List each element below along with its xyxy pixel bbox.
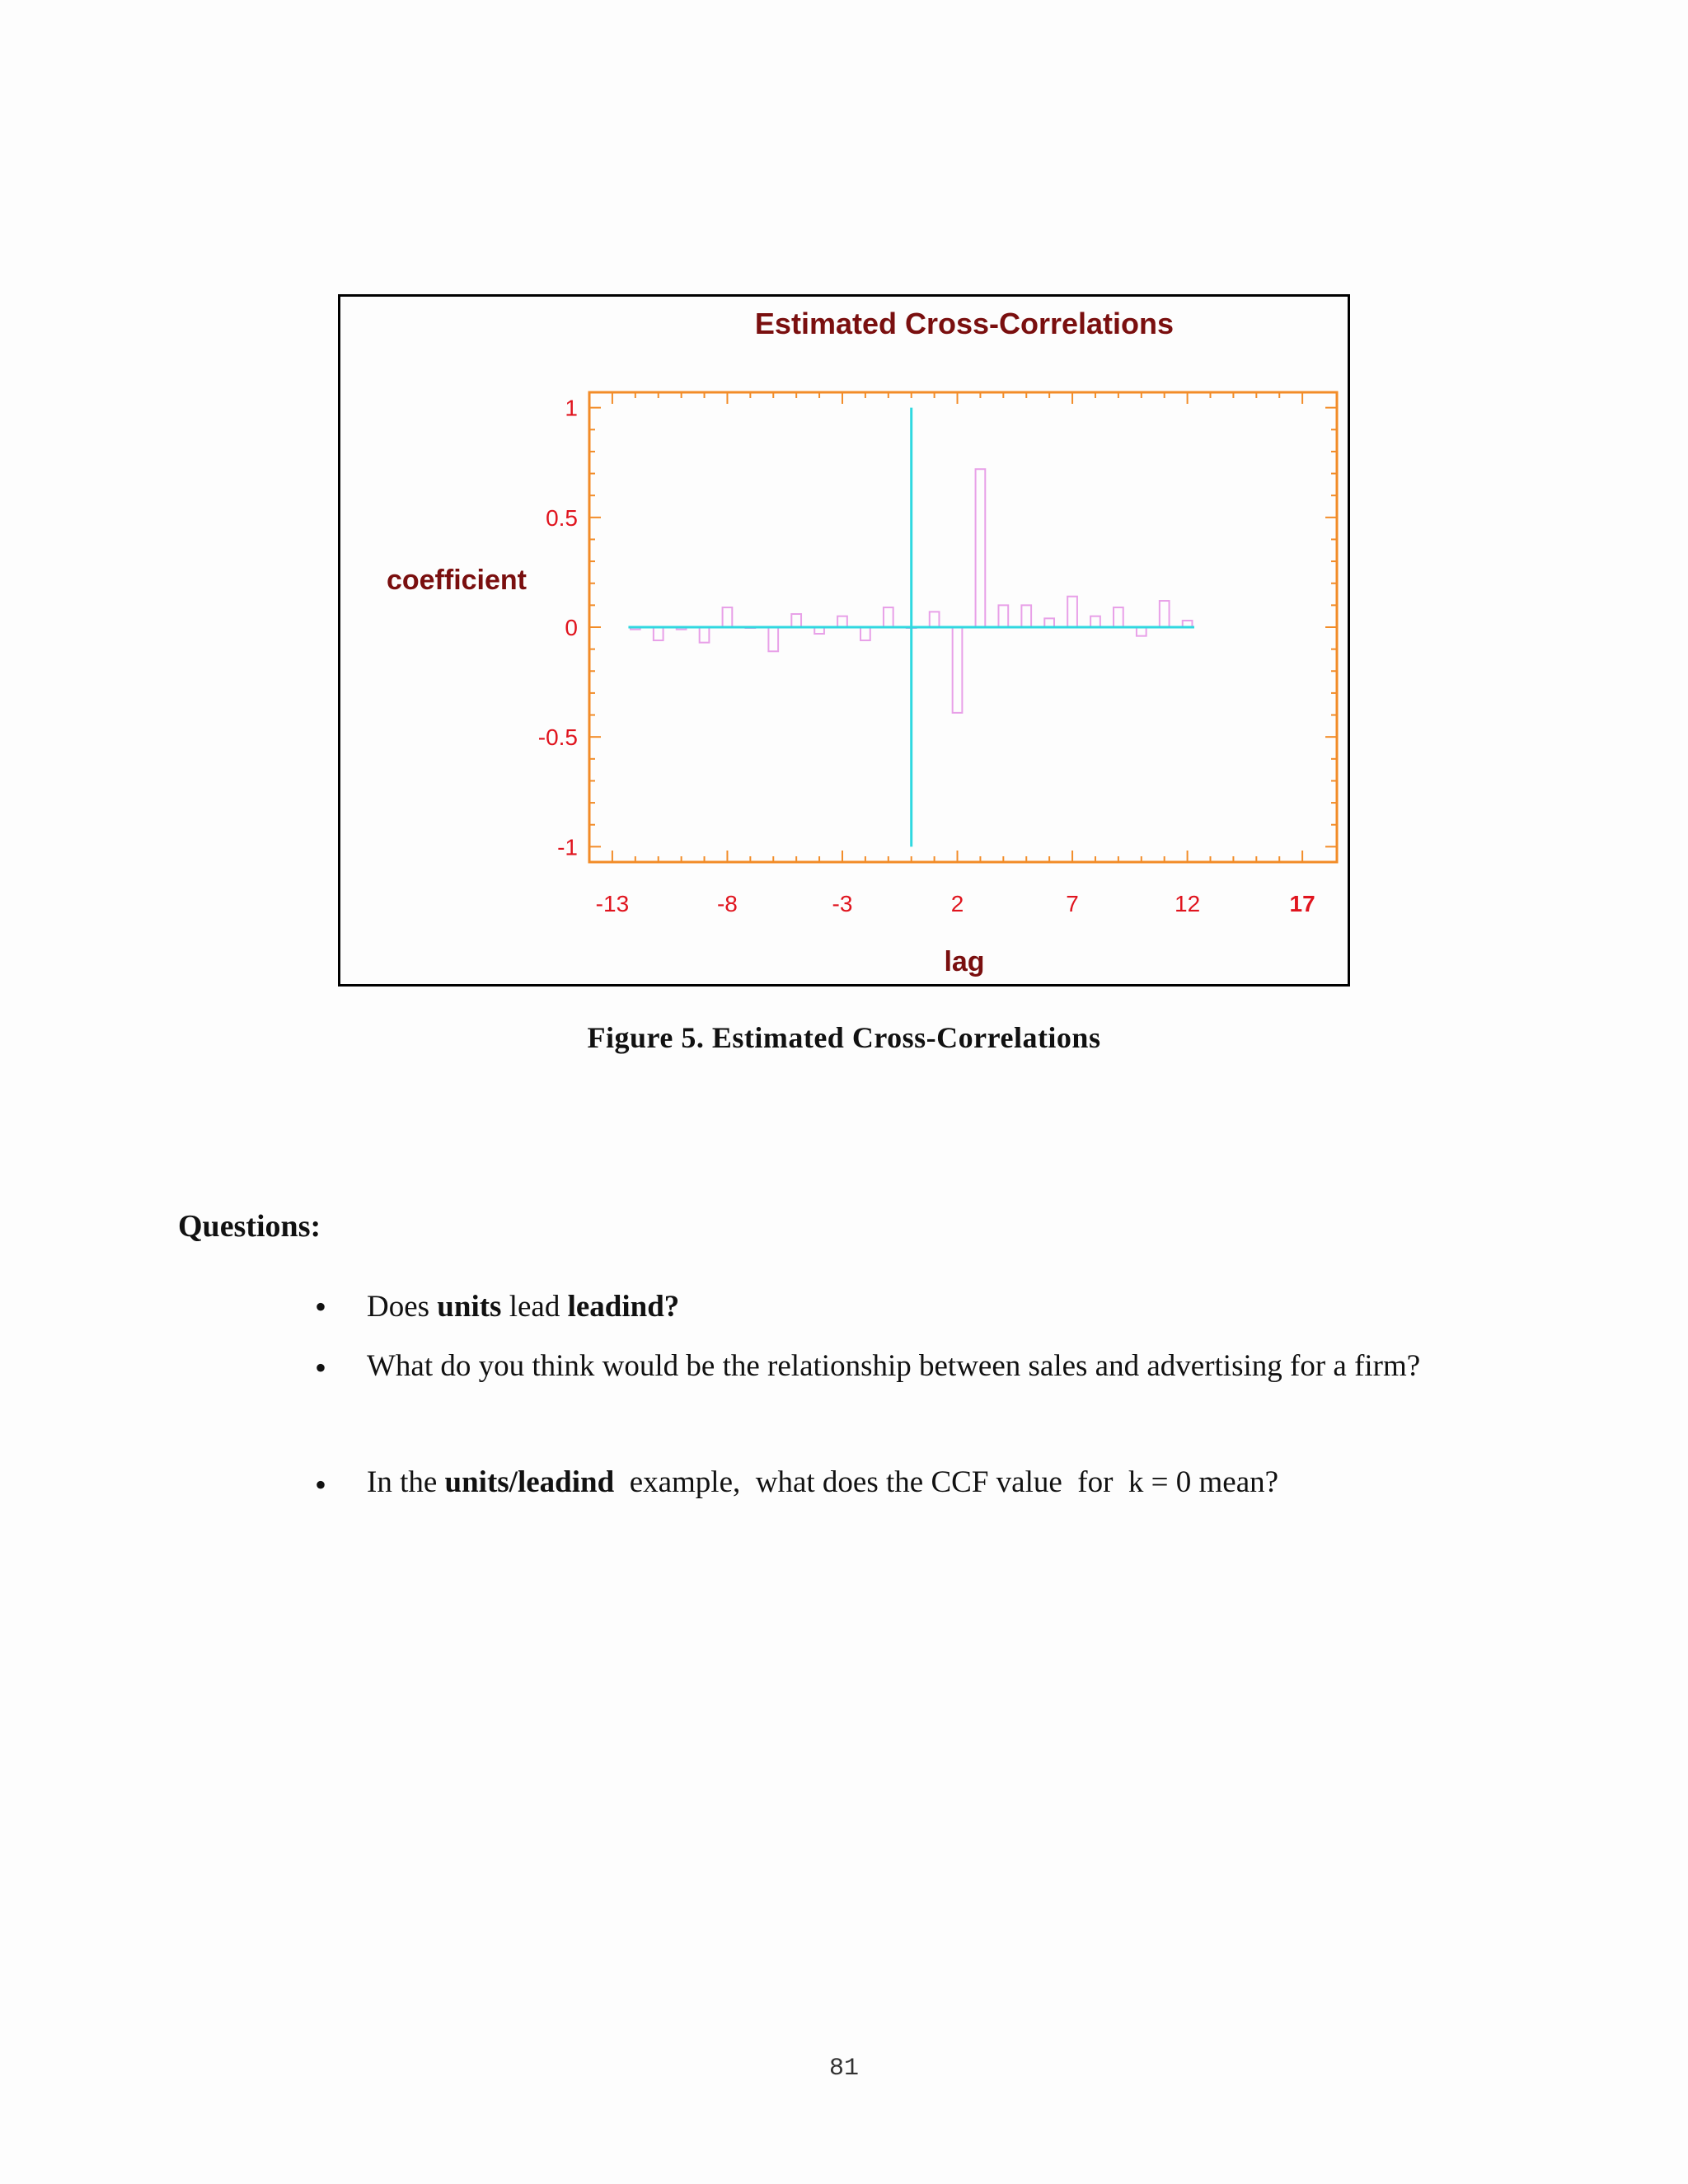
x-tick-label: -8 <box>716 891 738 916</box>
ccf-bar <box>1160 601 1170 627</box>
y-tick-label: -1 <box>557 834 578 860</box>
cross-correlation-chart <box>340 297 1348 984</box>
ccf-bar <box>1044 618 1054 627</box>
y-tick-label: 0 <box>565 615 578 640</box>
ccf-bar <box>837 616 847 627</box>
questions-heading: Questions: <box>178 1209 321 1244</box>
x-tick-label: 2 <box>950 891 964 916</box>
ccf-bar <box>768 627 778 651</box>
ccf-bar <box>860 627 870 640</box>
chart-title: Estimated Cross-Correlations <box>754 307 1175 340</box>
plot-area <box>538 392 1337 916</box>
y-axis-label: coefficient <box>386 565 528 596</box>
x-tick-label: -3 <box>832 891 853 916</box>
x-tick-label: 12 <box>1175 891 1201 916</box>
question-3: In the units/leadind example, what does the CCF value for k = 0 mean? <box>367 1465 1279 1499</box>
ccf-bar <box>1067 597 1077 627</box>
y-tick-label: 1 <box>565 395 578 421</box>
x-tick-label: -13 <box>595 891 630 916</box>
question-1: Does units lead leadind? <box>367 1290 680 1324</box>
question-2: What do you think would be the relationship between sales and advertising for a firm? <box>367 1349 1421 1383</box>
bullet-2: • <box>315 1349 327 1386</box>
y-tick-label: -0.5 <box>537 724 578 751</box>
ccf-bar <box>700 627 710 643</box>
ccf-bar <box>1090 616 1100 627</box>
x-axis-label: lag <box>944 946 985 977</box>
x-tick-label: 7 <box>1066 891 1079 916</box>
ccf-bar <box>1021 605 1031 627</box>
page-number: 81 <box>828 2055 859 2083</box>
ccf-bar <box>1137 627 1146 636</box>
ccf-bar <box>884 607 893 627</box>
ccf-bar <box>654 627 663 640</box>
bullet-3: • <box>315 1466 327 1503</box>
chart-figure <box>338 294 1350 987</box>
ccf-bar <box>953 627 963 713</box>
ccf-bar <box>930 612 940 627</box>
ccf-bar <box>976 469 986 627</box>
ccf-bar <box>998 605 1008 627</box>
figure-caption: Figure 5. Estimated Cross-Correlations <box>587 1021 1101 1054</box>
x-tick-label: 17 <box>1289 891 1315 916</box>
ccf-bar <box>723 607 733 627</box>
ccf-bar <box>791 614 801 627</box>
ccf-bar <box>1114 607 1123 627</box>
bullet-1: • <box>315 1288 327 1325</box>
y-tick-label: 0.5 <box>546 504 578 531</box>
